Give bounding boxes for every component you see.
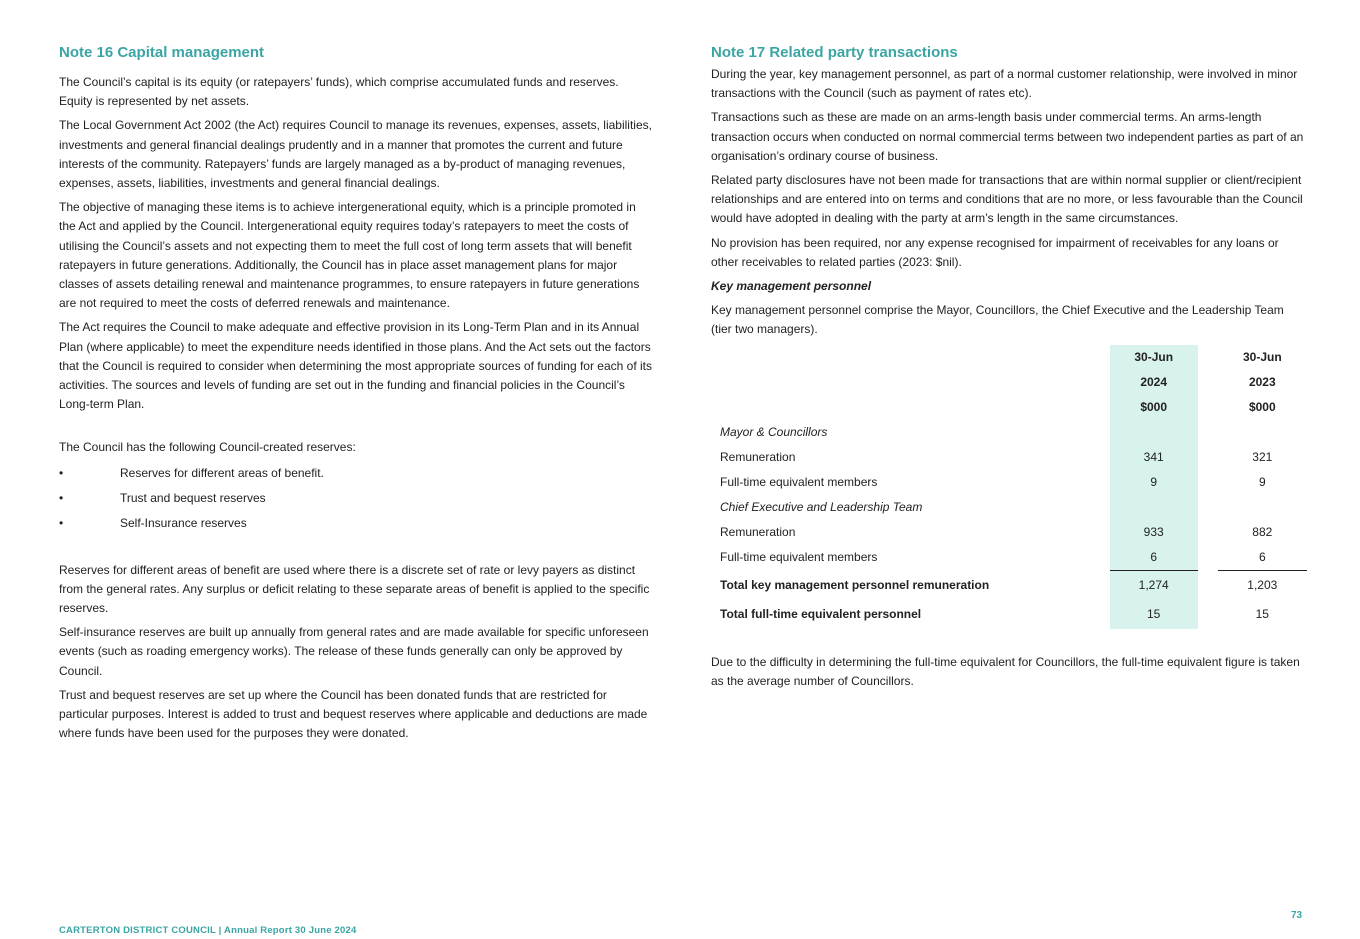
note-16-paragraph: Self-insurance reserves are built up annually from general rates and are made available for specific unforeseen events (such as roading emergency works). The release of these funds generally can only be approved by Council. [59, 625, 649, 678]
bullet-icon: • [59, 465, 64, 480]
value-2023: 9 [1258, 475, 1266, 490]
list-item-text: Trust and bequest reserves [120, 490, 266, 505]
kmp-intro: Key management personnel comprise the Mayor, Councillors, the Chief Executive and the Leadership Team (tier two managers). [711, 303, 1284, 337]
value-2023: 15 [1255, 607, 1269, 622]
list-item [59, 489, 655, 514]
table-header-row [711, 370, 1307, 395]
note-16-title: Note 16 Capital management [59, 44, 265, 61]
note-16-section [59, 44, 655, 748]
value-2024: 933 [1110, 520, 1198, 545]
value-2024: 9 [1110, 470, 1198, 495]
col-2023-unit: $000 [1248, 400, 1276, 415]
table-section-row [711, 495, 1307, 520]
spacer [59, 419, 655, 438]
note-17-paragraph: No provision has been required, nor any expense recognised for impairment of receivables for any loans or other receivables to related parties (2023: $nil). [711, 235, 1279, 269]
table-row [711, 445, 1307, 470]
value-2024: 6 [1110, 545, 1198, 571]
col-2024-header: 30-Jun [1110, 345, 1198, 370]
table-section-row [711, 420, 1307, 445]
kmp-heading: Key management personnel [711, 279, 872, 294]
section-label: Mayor & Councillors [720, 425, 828, 440]
table-row [711, 545, 1307, 571]
col-2023-header: 30-Jun [1242, 350, 1282, 365]
kmp-table [711, 345, 1307, 629]
value-2023: 882 [1252, 525, 1273, 540]
note-16-paragraph: The Local Government Act 2002 (the Act) requires Council to manage its revenues, expenses, assets, liabilities, investments and general financial dealings prudently and in a manner that promotes the current and future interests of the community. Ratepayers’ funds are largely managed as a by-product of managing revenues, expenses, assets, liabilities, investments and general financial dealings. [59, 118, 652, 191]
reserves-list [59, 464, 655, 539]
closing-paragraph: Due to the difficulty in determining the full-time equivalent for Councillors, the full-time equivalent figure is taken as the average number of Councillors. [711, 654, 1300, 688]
value-2024: 1,274 [1110, 570, 1198, 600]
list-item [59, 464, 655, 489]
bullet-icon: • [59, 490, 64, 505]
note-17-paragraph: Transactions such as these are made on an arms-length basis under commercial terms. An arms-length transaction occurs when conducted on normal commercial terms between two independent parties as part of an organisation’s ordinary course of business. [711, 110, 1304, 163]
note-17-section [711, 44, 1307, 696]
row-label: Remuneration [720, 450, 796, 465]
section-label: Chief Executive and Leadership Team [720, 500, 923, 515]
list-item-text: Self-Insurance reserves [120, 515, 247, 530]
table-row [711, 520, 1307, 545]
row-label: Remuneration [720, 525, 796, 540]
note-16-paragraph: The Act requires the Council to make adequate and effective provision in its Long-Term Plan and in its Annual Plan (where applicable) to meet the expenditure needs identified in those plans. And the Act sets out the factors that the Council is required to consider when determining the most appropriate sources of funding for each of its activities. The sources and levels of funding are set out in the funding and financial policies in the Council’s Long-term Plan. [59, 320, 652, 412]
col-2024-year: 2024 [1110, 370, 1198, 395]
value-2023: 6 [1258, 550, 1266, 565]
value-2024: 341 [1110, 445, 1198, 470]
value-2023: 1,203 [1218, 570, 1307, 600]
table-total-row [711, 600, 1307, 629]
table-row [711, 470, 1307, 495]
list-item [59, 514, 655, 539]
reserves-intro: The Council has the following Council-created reserves: [59, 440, 356, 455]
row-label: Full-time equivalent members [720, 550, 878, 565]
note-16-paragraph: The Council’s capital is its equity (or ratepayers’ funds), which comprise accumulated funds and reserves. Equity is represented by net assets. [59, 75, 619, 109]
note-17-paragraph: Related party disclosures have not been made for transactions that are within normal supplier or client/recipient relationships and are entered into on terms and conditions that are no more, or less favourable than the Council would have adopted in dealing with the party at arm’s length in the same circumstances. [711, 173, 1303, 226]
row-label: Full-time equivalent members [720, 475, 878, 490]
page-number: 73 [1291, 910, 1303, 921]
value-2023: 321 [1252, 450, 1273, 465]
note-16-paragraph: Trust and bequest reserves are set up where the Council has been donated funds that are restricted for particular purposes. Interest is added to trust and bequest reserves where applicable and deductions are made where funds have been used for the purposes they were donated. [59, 687, 648, 741]
bullet-icon: • [59, 515, 64, 530]
page-footer: CARTERTON DISTRICT COUNCIL | Annual Report 30 June 2024 [59, 925, 357, 936]
col-2024-unit: $000 [1110, 395, 1198, 420]
value-2024: 15 [1110, 600, 1198, 629]
spacer [59, 539, 655, 561]
col-2023-year: 2023 [1248, 375, 1276, 390]
row-label: Total full-time equivalent personnel [720, 607, 922, 622]
list-item-text: Reserves for different areas of benefit. [120, 465, 324, 480]
table-total-row [711, 570, 1307, 600]
table-header-row [711, 395, 1307, 420]
note-16-paragraph: Reserves for different areas of benefit are used where there is a discrete set of rate or levy payers as distinct from the general rates. Any surplus or deficit relating to these separate areas of benefit is applied to the specific reserves. [59, 562, 650, 616]
note-16-paragraph: The objective of managing these items is to achieve intergenerational equity, which is a principle promoted in the Act and applied by the Council. Intergenerational equity requires today’s ratepayers to meet the costs of utilising the Council’s assets and not expecting them to meet the full cost of long term assets that will benefit ratepayers in future generations. Additionally, the Council has in place asset management plans for major classes of assets detailing renewal and maintenance programmes, to ensure ratepayers in future generations are not required to meet the costs of deferred renewals and maintenance. [59, 200, 640, 311]
note-17-paragraph: During the year, key management personnel, as part of a normal customer relationship, were involved in minor transactions with the Council (such as payment of rates etc). [711, 67, 1298, 101]
note-17-title: Note 17 Related party transactions [711, 44, 958, 61]
table-header-row [711, 345, 1307, 370]
row-label: Total key management personnel remuneration [720, 577, 990, 592]
